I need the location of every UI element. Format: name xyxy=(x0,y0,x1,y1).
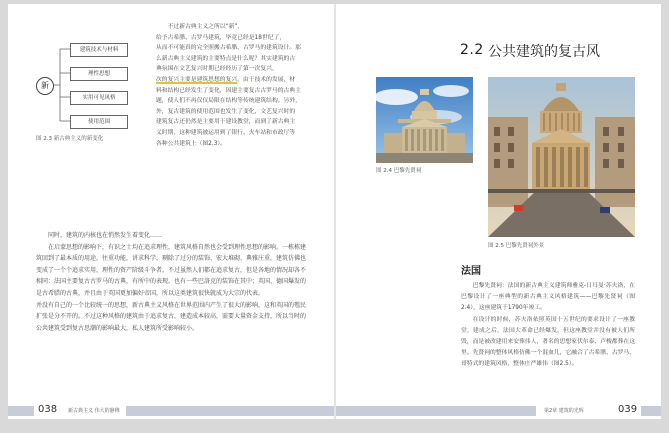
text-line: 不过新古典主义之所以“新”， xyxy=(167,24,244,30)
subheading: 法国 xyxy=(461,266,481,277)
top-paragraph xyxy=(156,22,306,149)
footer-bar xyxy=(641,406,661,416)
text-line: 外，复古建筑的使用范围也发生了变化，文艺复兴时的 xyxy=(156,108,296,115)
pantheon-photo-small xyxy=(376,77,473,163)
figure-caption: 图 2.5 巴黎先贤祠外景 xyxy=(488,243,545,249)
book-spread xyxy=(8,4,661,419)
section-number: 2.2 xyxy=(460,42,484,58)
footer-bar xyxy=(126,406,334,416)
text-line: 义时期，这种建筑被运用到了银行、火车站和市政厅等 xyxy=(156,129,296,136)
text-span: ，由于技术的发展，材 xyxy=(237,76,296,83)
diagram-node: 实用可见风格 xyxy=(70,91,128,105)
footer-bar xyxy=(8,406,34,416)
concept-diagram xyxy=(30,37,150,127)
diagram-node: 建筑技术与材料 xyxy=(70,43,128,57)
text-line: 建筑复古还仍然是主要用于建设教堂，而到了新古典主 xyxy=(156,119,296,126)
pantheon-photo-large xyxy=(488,77,635,237)
pantheon-image xyxy=(376,77,473,163)
text-line: 料和结构已经发生了变化，因建主要复古古罗马的古典主 xyxy=(156,87,301,94)
text-line: 题，使人们不再仅仅局限在结构等传统建筑结构。另外， xyxy=(156,98,301,105)
diagram-node: 使用范围 xyxy=(70,115,128,129)
section-title: 公共建筑的复古风 xyxy=(488,44,600,60)
page-number: 038 xyxy=(38,404,58,415)
diagram-node: 理性思想 xyxy=(70,67,128,81)
pantheon-street-image xyxy=(488,77,635,237)
text-line: 典氛围在文艺复兴时期已经经历了第一次复兴， xyxy=(156,66,278,73)
left-page xyxy=(8,4,334,419)
running-head: 新古典主义 伟大的静穆 xyxy=(68,408,120,414)
footer-bar xyxy=(336,406,536,416)
text-line xyxy=(156,75,306,86)
paragraph: 在启蒙思想的影响下，有识之士均在追求理性，建筑风格自然也会受到理性思想的影响。一栋栋建筑回到了最本质的用途，往重功能，讲求科学，剔除了过分的装饰、宏大堆砌、典雅庄重，建筑仿佛也变成了一个个追求实用，理性的资产阶级斗争者。不过虽然人们都在追求复古，但是各地的情况却各不相同：法国主要复古古罗马的古典，有所中的表现。也有一些巴洛克的装饰在其中；英国、德国爆发的是古希腊的古典，并且由于英国更加偏好帝国，所以这类建筑很快就成为大宗的代表。 xyxy=(36,243,307,297)
text-line: 从而不可能真的完全照搬古希腊、古罗马的建筑设计。那 xyxy=(156,45,301,52)
figure-caption: 图 2.3 新古典主义的新变化 xyxy=(36,136,104,142)
paragraph: 在设计的时候，苏夫洛依照英国十五世纪的要求设计了一座教堂，建成之后，法国大革命已经爆发，但这座教堂并没有被人们所毁，而是被改建用来安葬伟人，著名的思想家伏尔泰、卢梭都葬在这里。先贤祠的整体风格仿佛一个混血儿，它融合了古希腊、古罗马、哥特式的建筑风格，整体庄严雄伟（图2.5）。 xyxy=(461,316,635,368)
paragraph: 巴黎先贤祠：法国的新古典主义建筑师雅克-日耳曼·苏夫洛，在巴黎设计了一座典型的新古典主义风格建筑——巴黎先贤祠（图2.4），这座建筑于1790年竣工。 xyxy=(461,283,635,312)
running-head: 第2章 建筑的光辉 xyxy=(544,408,584,414)
paragraph: 同时，建筑的内核也在悄然发生着变化…… xyxy=(48,232,163,239)
figure-caption: 图 2.4 巴黎先贤祠 xyxy=(376,168,422,174)
text-line: 各种公共建筑上（图2.3）。 xyxy=(156,140,227,147)
highlighted-text: 次的复兴主要是建筑思想的复兴 xyxy=(156,76,238,83)
text-line: 给予古希腊、古罗马建筑，毕竟已经是18世纪了， xyxy=(156,34,286,41)
page-number: 039 xyxy=(618,404,638,415)
paragraph: 并没有自己的一个比较统一的思想，新古典主义风格在世界范围内产生了很大的影响，这和英国的殖民扩张是分不开的。不过这种风格的建筑由于追求复古，建造成本较高，需要大量资金支持，所以当时的公共建筑受到复古思潮的影响最大，私人建筑所受影响较小。 xyxy=(36,301,307,332)
right-page xyxy=(336,4,661,419)
diagram-center-node: 新 xyxy=(36,77,54,95)
body-text xyxy=(36,230,306,334)
text-line: 么新古典主义建筑的主要特点是什么呢？其实建筑的古 xyxy=(156,55,296,62)
right-body-text xyxy=(461,281,635,371)
